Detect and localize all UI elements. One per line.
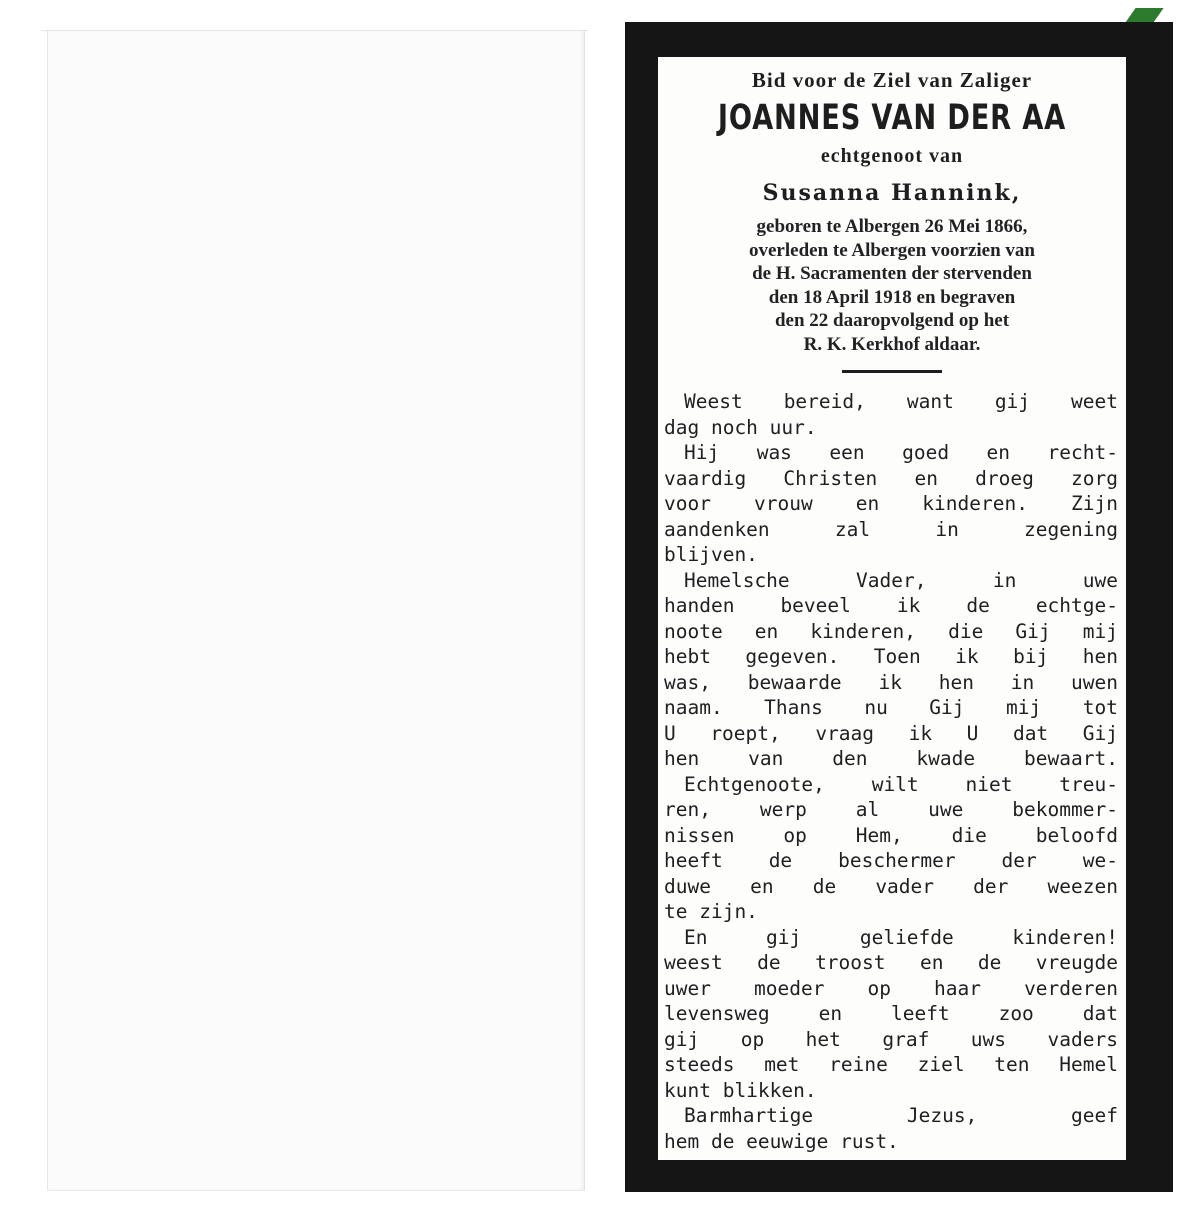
prayer-word: en	[855, 492, 880, 515]
prayer-word: gij	[664, 1027, 700, 1051]
prayer-word: en	[919, 951, 944, 974]
prayer-word: ik	[955, 645, 979, 668]
prayer-word: goed	[902, 441, 950, 464]
dates-line: overleden te Albergen voorzien van	[748, 239, 1035, 261]
prayer-word: in	[1010, 670, 1035, 694]
prayer-word: die	[948, 619, 984, 643]
prayer-word: nissen	[664, 823, 735, 847]
prayer-word: vreugde	[1035, 951, 1118, 974]
prayer-word: handen	[664, 594, 735, 617]
prayer-word: de	[977, 951, 1002, 974]
prayer-line	[664, 1001, 1118, 1027]
prayer-word: U	[966, 721, 979, 745]
dates-line: geboren te Albergen 26 Mei 1866,	[756, 216, 1028, 237]
prayer-line	[664, 695, 1118, 721]
prayer-word: vraag	[815, 721, 875, 745]
prayer-word: recht-	[1047, 441, 1118, 464]
prayer-word: bekommer-	[1012, 798, 1118, 821]
prayer-word: beschermer	[838, 849, 956, 872]
prayer-line	[664, 976, 1118, 1002]
prayer-word: Gij	[929, 696, 965, 719]
prayer-word: want	[906, 390, 954, 413]
prayer-word: een	[829, 441, 865, 464]
prayer-word: die	[951, 823, 987, 847]
prayer-word: ziel	[917, 1053, 965, 1076]
spouse-name: Susanna Hannink,	[762, 180, 1022, 206]
deceased-name: JOANNES VAN DER AA	[717, 98, 1067, 138]
prayer-word: Christen	[783, 466, 878, 490]
prayer-word: we-	[1082, 849, 1118, 872]
prayer-word: bereid,	[783, 390, 866, 413]
prayer-word: zegening	[1024, 517, 1118, 541]
prayer-word: Gij	[1015, 619, 1051, 643]
prayer-line	[664, 568, 1118, 594]
prayer-word: kinderen!	[1012, 925, 1118, 949]
prayer-line	[664, 644, 1118, 670]
prayer-word: bewaarde	[747, 670, 842, 694]
prayer-line	[664, 772, 1118, 798]
prayer-word: treu-	[1059, 772, 1118, 796]
prayer-word: en	[754, 619, 779, 643]
dates-line: den 22 daaropvolgend op het	[774, 310, 1010, 331]
prayer-word: leeft	[890, 1002, 950, 1025]
prayer-word: de	[757, 951, 781, 974]
prayer-word: uwe	[1082, 568, 1118, 592]
prayer-word: de	[812, 874, 837, 898]
prayer-line: blijven.	[664, 543, 758, 566]
prayer-word: graf	[882, 1027, 930, 1051]
prayer-word: der	[973, 874, 1009, 898]
prayer-word: was	[756, 441, 792, 464]
prayer-word: vaardig	[664, 466, 747, 490]
prayer-word: vrouw	[754, 492, 813, 515]
prayer-line	[664, 746, 1118, 772]
card-header	[658, 57, 1126, 213]
divider-rule	[842, 370, 942, 373]
prayer-word: ik	[908, 721, 933, 745]
prayer-word: Hemelsche	[684, 568, 790, 592]
prayer-line	[664, 925, 1118, 951]
memorial-card-content	[658, 57, 1126, 1160]
blank-card-back	[47, 30, 585, 1191]
prayer-word: hen	[664, 747, 700, 770]
prayer-word: bij	[1013, 645, 1049, 668]
prayer-word: Jezus,	[906, 1104, 978, 1127]
prayer-word: op	[867, 976, 891, 1000]
prayer-line	[664, 848, 1118, 874]
prayer-word: geef	[1071, 1104, 1118, 1127]
prayer-line	[664, 593, 1118, 619]
prayer-word: gegeven.	[745, 645, 840, 668]
prayer-word: kwade	[916, 747, 976, 770]
prayer-word: levensweg	[664, 1002, 770, 1025]
prayer-word: uwer	[664, 976, 711, 1000]
prayer-line	[664, 874, 1118, 900]
prayer-word: en	[986, 441, 1011, 464]
prayer-line	[664, 619, 1118, 645]
prayer-line	[664, 950, 1118, 976]
prayer-word: echtge-	[1035, 594, 1118, 617]
prayer-word: werp	[759, 798, 807, 821]
prayer-word: was,	[664, 670, 711, 694]
prayer-word: reine	[829, 1053, 888, 1076]
prayer-word: weezen	[1047, 874, 1118, 898]
prayer-word: op	[783, 823, 807, 847]
prayer-word: mij	[1082, 619, 1118, 643]
prayer-word: al	[855, 798, 880, 821]
prayer-word: ik	[878, 670, 902, 694]
prayer-word: ren,	[664, 798, 711, 821]
prayer-word: U	[664, 721, 676, 745]
prayer-word: en	[818, 1002, 843, 1025]
dates-block	[658, 213, 1126, 356]
prayer-word: Hem,	[855, 823, 903, 847]
prayer-word: gij	[994, 390, 1031, 413]
prayer-word: mij	[1006, 696, 1042, 719]
prayer-word: voor	[664, 492, 711, 515]
prayer-word: uwe	[928, 798, 964, 821]
prayer-word: naam.	[664, 696, 723, 719]
prayer-line	[664, 670, 1118, 696]
prayer-word: vaders	[1047, 1027, 1118, 1051]
prayer-word: weet	[1071, 390, 1118, 413]
prayer-line	[664, 823, 1118, 849]
prayer-word: Zijn	[1071, 492, 1118, 515]
prayer-word: uws	[970, 1027, 1007, 1051]
pray-line: Bid voor de Ziel van Zaliger	[751, 68, 1033, 92]
prayer-word: zorg	[1070, 466, 1118, 490]
prayer-line: hem de eeuwige rust.	[664, 1129, 899, 1153]
prayer-word: dat	[1082, 1002, 1118, 1025]
prayer-word: haar	[934, 976, 982, 1000]
prayer-word: der	[1001, 849, 1037, 872]
prayer-word: beveel	[780, 594, 851, 617]
prayer-word: dat	[1012, 721, 1049, 745]
prayer-line	[664, 517, 1118, 543]
prayer-word: Hij	[684, 441, 720, 464]
prayer-word: bewaart.	[1024, 747, 1118, 770]
prayer-word: hen	[1082, 645, 1118, 668]
prayer-word: uwen	[1071, 670, 1118, 694]
prayer-word: geliefde	[859, 925, 954, 949]
prayer-word: met	[764, 1053, 800, 1076]
prayer-word: en	[750, 874, 774, 898]
prayer-line	[664, 1027, 1118, 1053]
prayer-word: weest	[664, 951, 723, 974]
dates-line: de H. Sacramenten der stervenden	[752, 263, 1032, 284]
prayer-text	[658, 389, 1126, 1154]
prayer-word: troost	[815, 951, 886, 974]
prayer-word: de	[966, 594, 990, 617]
prayer-word: wilt	[871, 772, 919, 796]
prayer-word: ik	[896, 594, 921, 617]
prayer-line: kunt blikken.	[664, 1078, 817, 1102]
dates-line: den 18 April 1918 en begraven	[768, 286, 1016, 308]
prayer-word: beloofd	[1035, 823, 1118, 847]
prayer-word: hebt	[664, 645, 711, 668]
dates-line: R. K. Kerkhof aldaar.	[803, 333, 981, 355]
prayer-word: tot	[1082, 696, 1118, 719]
prayer-word: en	[914, 466, 938, 490]
prayer-word: zal	[834, 517, 871, 541]
prayer-line	[664, 491, 1118, 517]
prayer-word: roept,	[710, 721, 781, 745]
prayer-word: droeg	[975, 466, 1034, 490]
prayer-word: de	[768, 849, 793, 872]
prayer-word: steeds	[664, 1053, 735, 1076]
prayer-word: van	[748, 747, 784, 770]
prayer-word: kinderen.	[922, 492, 1028, 515]
prayer-word: noote	[664, 619, 723, 643]
memorial-card	[625, 22, 1173, 1192]
prayer-line: dag noch uur.	[664, 415, 817, 439]
prayer-word: aandenken	[664, 517, 770, 541]
prayer-word: Toen	[873, 645, 921, 668]
prayer-word: hen	[938, 670, 974, 694]
prayer-line: te zijn.	[664, 900, 758, 923]
prayer-word: in	[935, 517, 959, 541]
prayer-word: vader	[875, 874, 935, 898]
spouse-of-label: echtgenoot van	[820, 145, 964, 167]
prayer-word: ten	[994, 1053, 1030, 1076]
prayer-word: Barmhartige	[684, 1104, 814, 1127]
prayer-word: zoo	[998, 1002, 1034, 1025]
prayer-word: niet	[965, 772, 1013, 796]
prayer-line	[664, 389, 1118, 415]
prayer-word: Echtgenoote,	[684, 772, 825, 796]
prayer-line	[664, 797, 1118, 823]
prayer-word: op	[740, 1027, 765, 1051]
prayer-word: Weest	[684, 390, 743, 413]
prayer-word: Hemel	[1059, 1053, 1118, 1076]
prayer-word: verderen	[1024, 976, 1118, 1000]
prayer-word: in	[992, 568, 1017, 592]
prayer-line	[664, 1103, 1118, 1129]
prayer-word: het	[805, 1027, 841, 1051]
prayer-line	[664, 721, 1118, 747]
prayer-word: duwe	[664, 874, 711, 898]
prayer-word: gij	[766, 925, 802, 949]
prayer-word: nu	[864, 696, 888, 719]
prayer-line	[664, 466, 1118, 492]
prayer-word: En	[684, 925, 708, 949]
prayer-line	[664, 440, 1118, 466]
prayer-word: heeft	[664, 849, 723, 872]
prayer-word: den	[832, 747, 868, 770]
prayer-word: kinderen,	[810, 619, 917, 643]
prayer-word: Vader,	[856, 568, 927, 592]
prayer-word: moeder	[754, 976, 825, 1000]
prayer-word: Thans	[764, 696, 823, 719]
prayer-line	[664, 1052, 1118, 1078]
blank-card-top-edge	[42, 14, 588, 31]
prayer-word: Gij	[1082, 721, 1118, 745]
